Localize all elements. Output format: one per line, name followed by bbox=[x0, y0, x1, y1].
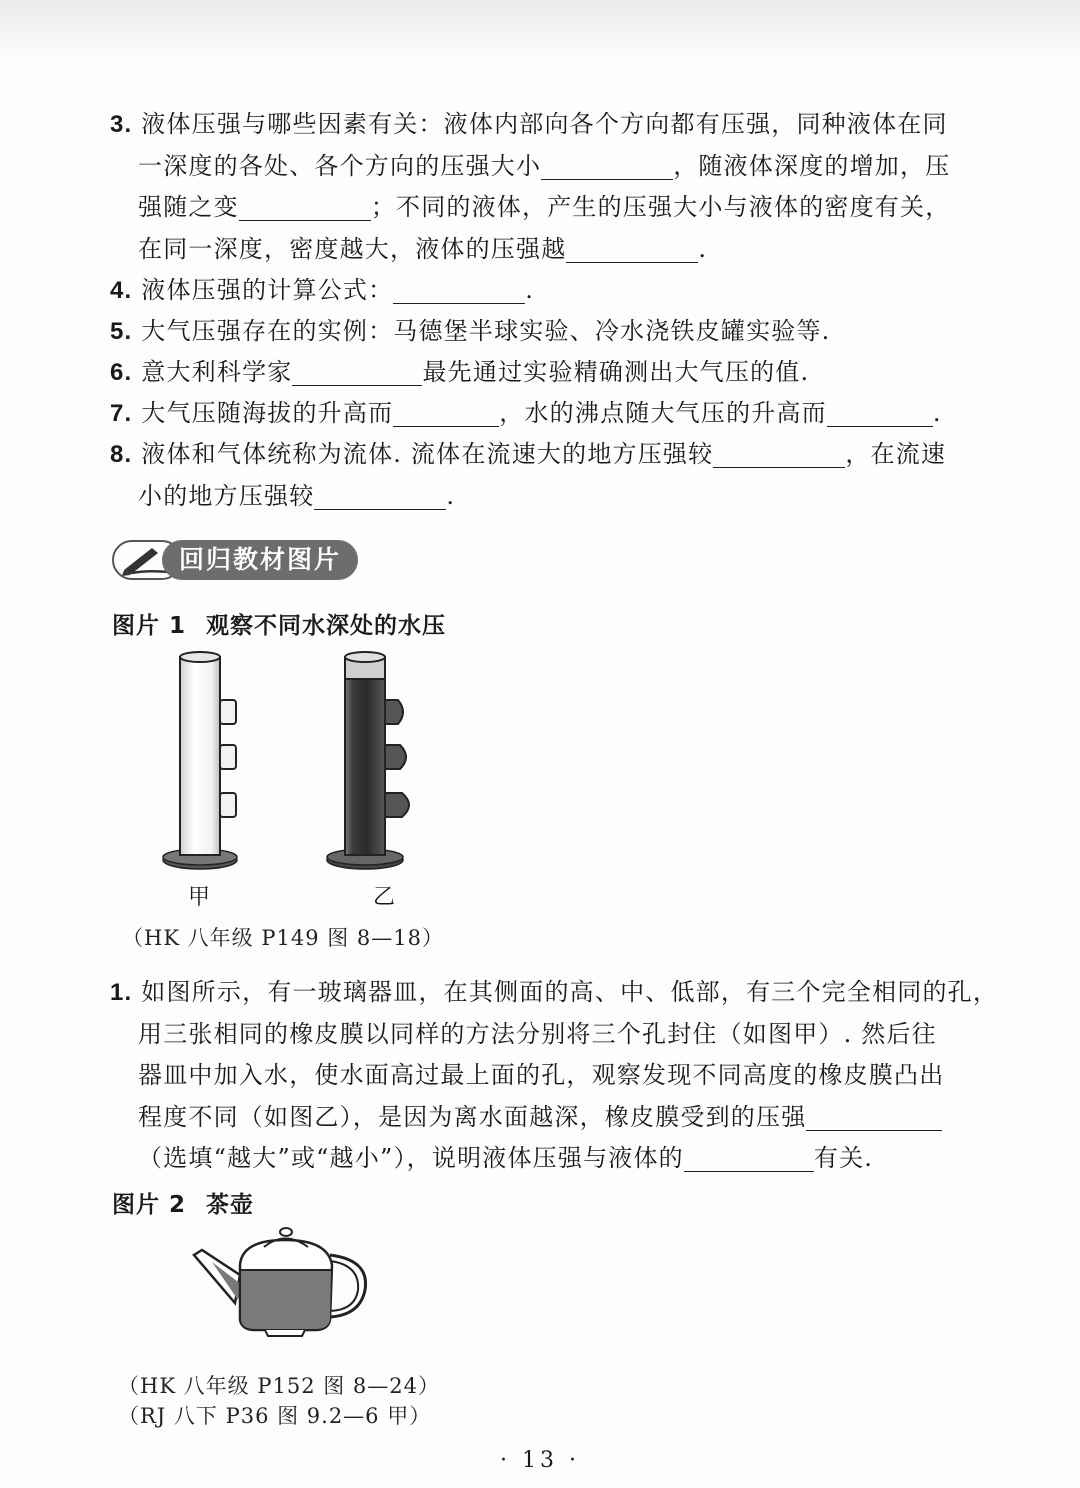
question-number: 5. bbox=[110, 318, 133, 345]
question-text: 用三张相同的橡皮膜以同样的方法分别将三个孔封住（如图甲）. 然后往 bbox=[138, 1019, 937, 1048]
question-text: ，在流速 bbox=[845, 440, 947, 468]
tube-label-jia: 甲 bbox=[188, 885, 211, 910]
figure-question-1 bbox=[110, 972, 999, 1180]
question-number: 7. bbox=[110, 400, 133, 427]
question-text: 有关. bbox=[813, 1144, 874, 1172]
answer-blank[interactable] bbox=[541, 153, 673, 180]
question-text: . bbox=[525, 276, 535, 304]
figure-2-title bbox=[112, 1186, 254, 1219]
figure-1-caption: （HK 八年级 P149 图 8—18） bbox=[122, 926, 444, 950]
question-number: 4. bbox=[110, 277, 133, 304]
section-title: 回归教材图片 bbox=[162, 540, 358, 580]
question-text: ，水的沸点随大气压的升高而 bbox=[499, 399, 827, 427]
question-3 bbox=[110, 104, 972, 270]
question-text: 强随之变 bbox=[138, 193, 239, 221]
figure-2-caption-hk: （HK 八年级 P152 图 8—24） bbox=[118, 1374, 440, 1398]
answer-blank[interactable] bbox=[314, 483, 446, 510]
scan-shadow bbox=[0, 0, 1080, 60]
question-text: 最先通过实验精确测出大气压的值. bbox=[422, 358, 810, 386]
teapot-illustration bbox=[190, 1225, 375, 1340]
question-text: ，随液体深度的增加，压 bbox=[673, 151, 951, 180]
question-text: 程度不同（如图乙），是因为离水面越深，橡皮膜受到的压强 bbox=[138, 1102, 807, 1131]
question-text: 液体压强与哪些因素有关：液体内部向各个方向都有压强，同种液体在同 bbox=[141, 110, 948, 138]
question-text: 液体和气体统称为流体. 流体在流速大的地方压强较 bbox=[141, 440, 714, 468]
question-text: （选填“越大”或“越小”），说明液体压强与液体的 bbox=[138, 1144, 684, 1172]
page-number: · 13 · bbox=[500, 1448, 580, 1473]
question-number: 8. bbox=[110, 441, 133, 468]
answer-blank[interactable] bbox=[239, 194, 371, 221]
question-8 bbox=[110, 434, 972, 517]
figure-title-text: 观察不同水深处的水压 bbox=[206, 613, 447, 639]
figure-label: 图片 1 bbox=[112, 613, 187, 639]
question-text: 在同一深度，密度越大，液体的压强越 bbox=[138, 234, 567, 263]
tube-label-yi: 乙 bbox=[373, 885, 396, 910]
figure-2-caption-rj: （RJ 八下 P36 图 9.2—6 甲） bbox=[118, 1404, 432, 1428]
figure-title-text: 茶壶 bbox=[206, 1192, 255, 1218]
question-4 bbox=[110, 270, 972, 312]
question-6 bbox=[110, 352, 972, 394]
answer-blank[interactable] bbox=[684, 1145, 814, 1172]
water-pressure-tubes-illustration bbox=[150, 645, 430, 880]
question-text: 如图所示，有一玻璃器皿，在其侧面的高、中、低部，有三个完全相同的孔， bbox=[141, 978, 999, 1006]
tube-yi bbox=[327, 652, 409, 869]
answer-blank[interactable] bbox=[393, 400, 499, 427]
question-5 bbox=[110, 311, 972, 353]
question-text: ；不同的液体，产生的压强大小与液体的密度有关， bbox=[370, 193, 951, 221]
figure-1-title bbox=[112, 607, 446, 640]
question-text: . bbox=[698, 234, 708, 263]
question-text: 一深度的各处、各个方向的压强大小 bbox=[138, 151, 542, 180]
answer-blank[interactable] bbox=[292, 359, 422, 386]
question-text: 意大利科学家 bbox=[141, 358, 293, 386]
question-text: 器皿中加入水，使水面高过最上面的孔，观察发现不同高度的橡皮膜凸出 bbox=[138, 1061, 945, 1089]
question-text: . bbox=[446, 481, 456, 510]
answer-blank[interactable] bbox=[393, 277, 525, 304]
question-text: 小的地方压强较 bbox=[138, 481, 315, 510]
section-header bbox=[112, 540, 358, 580]
tube-jia bbox=[163, 652, 237, 869]
question-text: 大气压随海拔的升高而 bbox=[141, 399, 394, 427]
question-7 bbox=[110, 393, 972, 435]
figure-label: 图片 2 bbox=[112, 1192, 187, 1218]
answer-blank[interactable] bbox=[713, 441, 845, 468]
question-number: 1. bbox=[110, 979, 133, 1006]
question-text: . bbox=[932, 399, 942, 427]
question-text: 液体压强的计算公式： bbox=[141, 276, 394, 304]
question-number: 3. bbox=[110, 111, 133, 138]
question-number: 6. bbox=[110, 359, 133, 386]
answer-blank[interactable] bbox=[806, 1104, 942, 1131]
question-text: 大气压强存在的实例：马德堡半球实验、冷水浇铁皮罐实验等. bbox=[141, 317, 831, 345]
answer-blank[interactable] bbox=[566, 236, 698, 263]
answer-blank[interactable] bbox=[827, 400, 933, 427]
